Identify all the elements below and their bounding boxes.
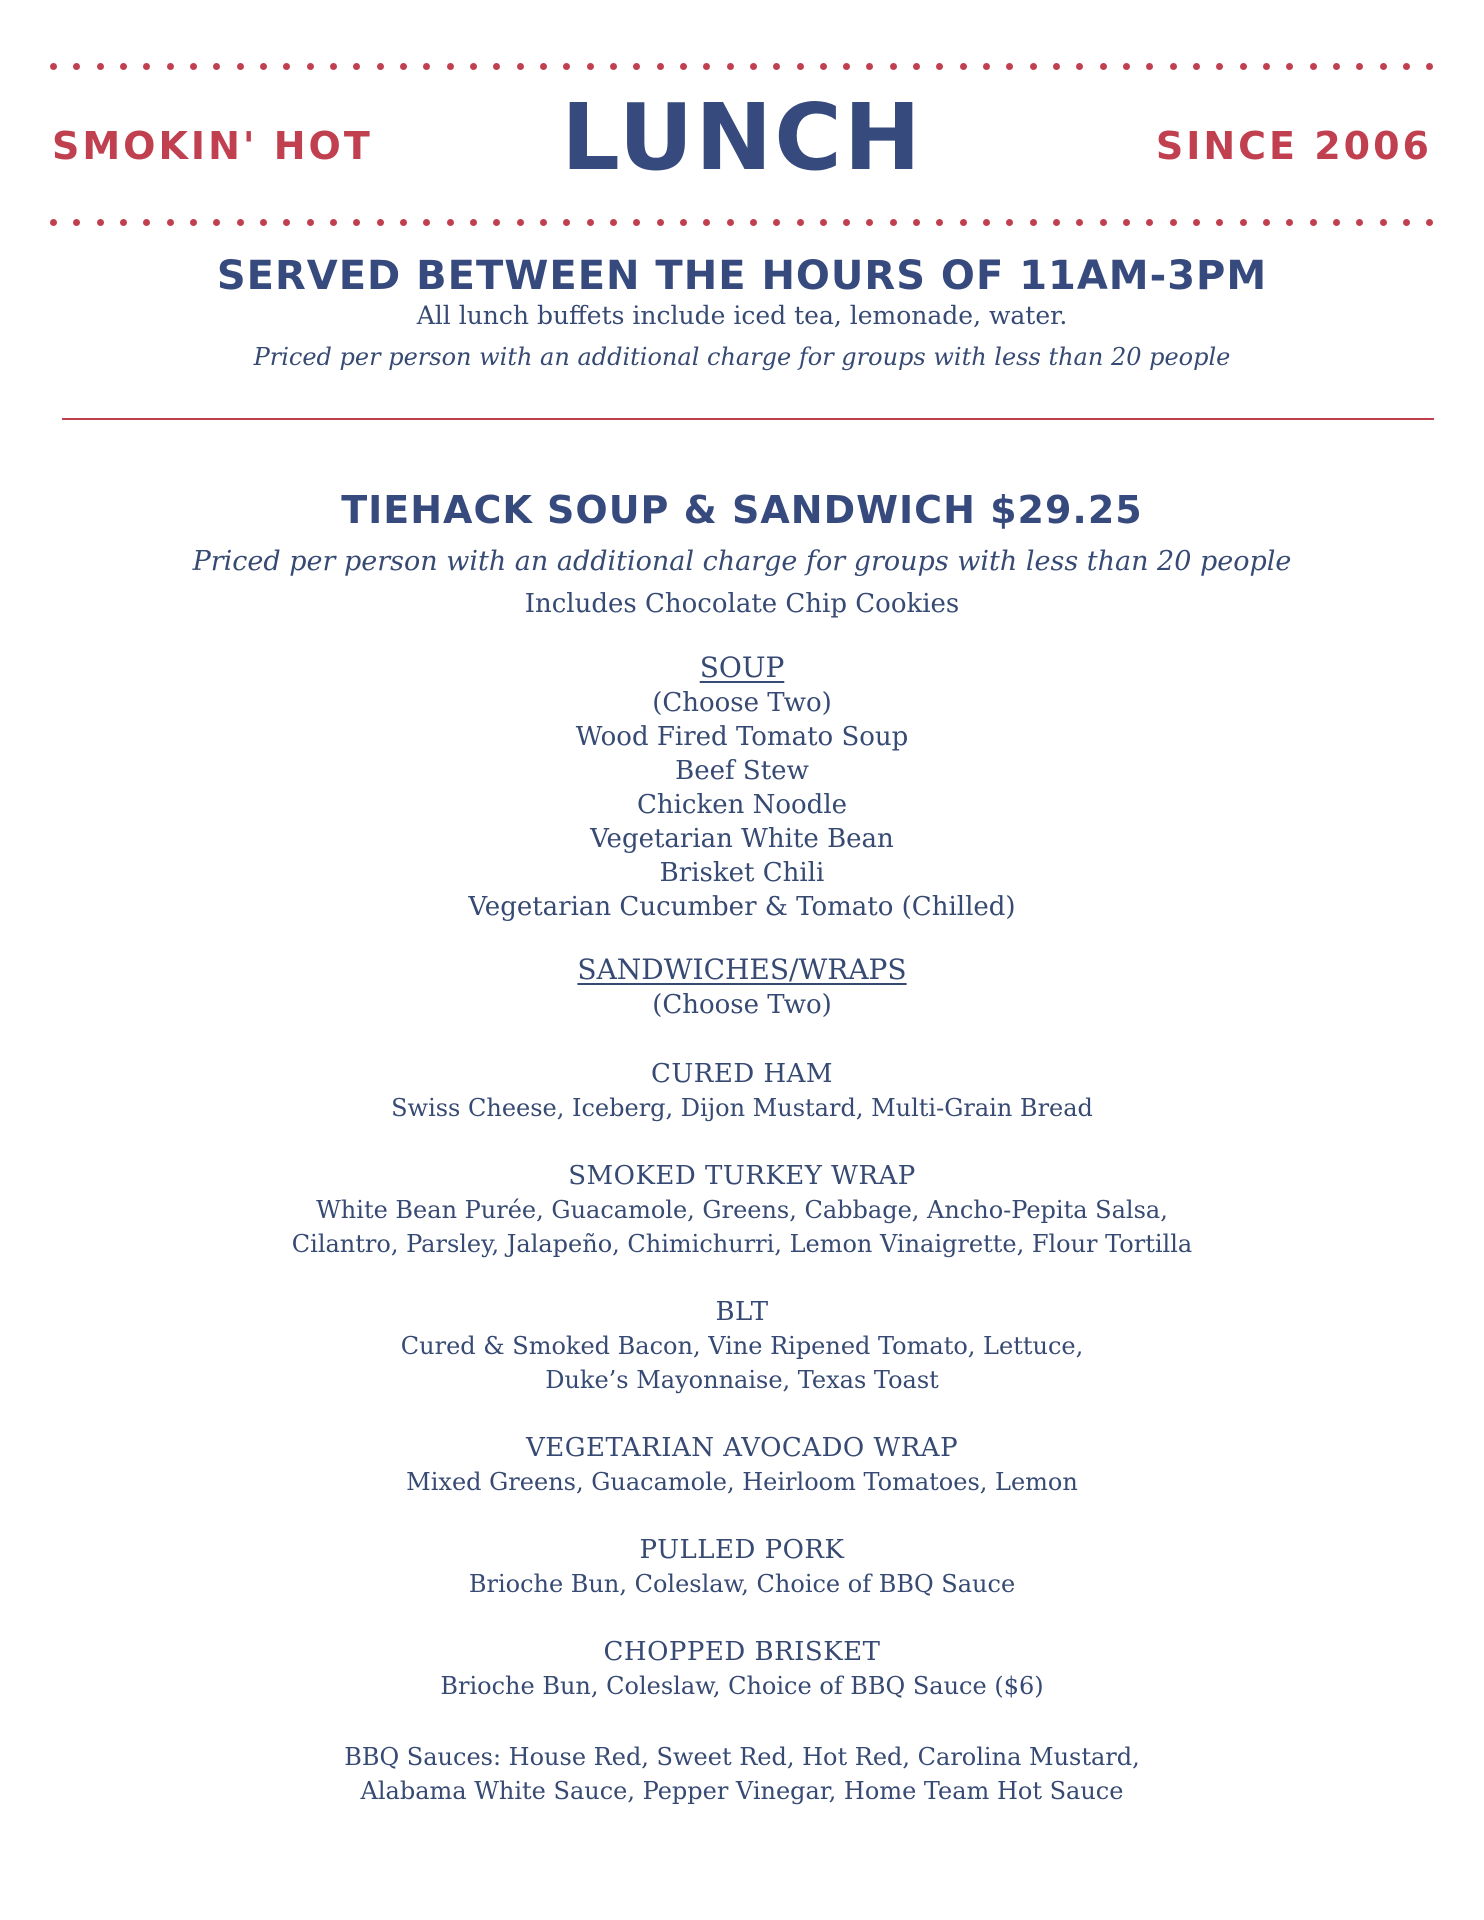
- decorative-dot: [633, 219, 640, 226]
- decorative-dot: [587, 63, 594, 70]
- sandwiches-choose-note: (Choose Two): [652, 990, 832, 1020]
- decorative-dot: [960, 219, 967, 226]
- decorative-dot: [1193, 219, 1200, 226]
- decorative-dot: [843, 219, 850, 226]
- menu-item: [0, 1431, 1484, 1499]
- decorative-dot: [377, 219, 384, 226]
- decorative-dot: [190, 63, 197, 70]
- menu-item-desc: Brioche Bun, Coleslaw, Choice of BBQ Sauce ($6): [440, 1672, 1044, 1700]
- decorative-dot: [400, 219, 407, 226]
- decorative-dot: [377, 63, 384, 70]
- decorative-dot: [563, 63, 570, 70]
- decorative-dot: [237, 219, 244, 226]
- decorative-dot: [213, 63, 220, 70]
- decorative-dot: [1286, 63, 1293, 70]
- decorative-dot: [703, 219, 710, 226]
- decorative-dot: [843, 63, 850, 70]
- decorative-dot: [260, 63, 267, 70]
- soup-item: Chicken Noodle: [636, 790, 848, 820]
- decorative-dot: [727, 219, 734, 226]
- decorative-dot: [1356, 63, 1363, 70]
- decorative-dot: [936, 219, 943, 226]
- decorative-dot: [1053, 219, 1060, 226]
- decorative-dot: [680, 219, 687, 226]
- decorative-dot: [1006, 63, 1013, 70]
- package-title: TIEHACK SOUP & SANDWICH $29.25: [341, 488, 1143, 532]
- menu-item: [0, 1295, 1484, 1397]
- decorative-dot: [1333, 63, 1340, 70]
- header-right-tag: SINCE 2006: [1155, 124, 1432, 168]
- decorative-dot: [797, 219, 804, 226]
- decorative-dot: [727, 63, 734, 70]
- decorative-dot: [890, 63, 897, 70]
- menu-item-name: CHOPPED BRISKET: [603, 1637, 881, 1667]
- decorative-dot: [820, 219, 827, 226]
- menu-item-desc: Duke’s Mayonnaise, Texas Toast: [545, 1366, 939, 1394]
- package-note: Priced per person with an additional charge for groups with less than 20 people: [192, 546, 1292, 577]
- decorative-dot: [97, 63, 104, 70]
- decorative-dot: [1240, 63, 1247, 70]
- decorative-dot: [1263, 219, 1270, 226]
- decorative-dot: [773, 63, 780, 70]
- decorative-dot: [960, 63, 967, 70]
- decorative-dot: [1403, 63, 1410, 70]
- page-title: LUNCH: [561, 84, 923, 191]
- decorative-dot: [97, 219, 104, 226]
- soup-item: Vegetarian Cucumber & Tomato (Chilled): [468, 892, 1016, 922]
- decorative-dot: [983, 219, 990, 226]
- soup-item: Wood Fired Tomato Soup: [575, 722, 909, 752]
- decorative-dot: [260, 219, 267, 226]
- header-left-tag: SMOKIN' HOT: [52, 124, 373, 168]
- decorative-dot: [1170, 63, 1177, 70]
- decorative-dot: [307, 219, 314, 226]
- sauces-line: Alabama White Sauce, Pepper Vinegar, Home Team Hot Sauce: [360, 1777, 1124, 1805]
- decorative-dot: [1380, 63, 1387, 70]
- decorative-dot: [866, 219, 873, 226]
- decorative-dot: [1123, 63, 1130, 70]
- decorative-dot: [1146, 219, 1153, 226]
- decorative-dot: [1380, 219, 1387, 226]
- decorative-dot: [797, 63, 804, 70]
- decorative-dot: [283, 219, 290, 226]
- hours-subtitle: All lunch buffets include iced tea, lemonade, water.: [416, 301, 1068, 330]
- soup-section: [0, 650, 1484, 924]
- decorative-dot: [750, 219, 757, 226]
- decorative-dot: [167, 219, 174, 226]
- menu-item-desc: Swiss Cheese, Iceberg, Dijon Mustard, Multi-Grain Bread: [391, 1094, 1093, 1122]
- decorative-dot: [1030, 219, 1037, 226]
- decorative-dot: [1076, 63, 1083, 70]
- decorative-dot: [423, 63, 430, 70]
- decorative-dot: [167, 63, 174, 70]
- decorative-dot: [563, 219, 570, 226]
- menu-item: [0, 1635, 1484, 1703]
- decorative-dot: [866, 63, 873, 70]
- decorative-dot: [633, 63, 640, 70]
- decorative-dot: [143, 219, 150, 226]
- decorative-dot: [1403, 219, 1410, 226]
- decorative-dot: [1310, 219, 1317, 226]
- decorative-dot: [913, 63, 920, 70]
- sandwiches-heading: SANDWICHES/WRAPS: [577, 953, 907, 986]
- decorative-dot: [1076, 219, 1083, 226]
- decorative-dot: [1146, 63, 1153, 70]
- decorative-dot: [610, 63, 617, 70]
- decorative-dot: [1263, 63, 1270, 70]
- dotted-rule-top: [50, 62, 1434, 70]
- sauces-line: BBQ Sauces: House Red, Sweet Red, Hot Red, Carolina Mustard,: [344, 1743, 1140, 1771]
- decorative-dot: [143, 63, 150, 70]
- decorative-dot: [330, 219, 337, 226]
- decorative-dot: [283, 63, 290, 70]
- decorative-dot: [1310, 63, 1317, 70]
- hours-note: Priced per person with an additional charge for groups with less than 20 people: [253, 343, 1231, 371]
- decorative-dot: [1426, 63, 1433, 70]
- decorative-dot: [190, 219, 197, 226]
- decorative-dot: [773, 219, 780, 226]
- decorative-dot: [540, 219, 547, 226]
- decorative-dot: [470, 219, 477, 226]
- section-divider: [62, 418, 1434, 420]
- decorative-dot: [1100, 63, 1107, 70]
- decorative-dot: [1286, 219, 1293, 226]
- decorative-dot: [307, 63, 314, 70]
- decorative-dot: [750, 63, 757, 70]
- decorative-dot: [1193, 63, 1200, 70]
- decorative-dot: [73, 219, 80, 226]
- soup-item: Beef Stew: [675, 756, 809, 786]
- decorative-dot: [610, 219, 617, 226]
- decorative-dot: [517, 63, 524, 70]
- menu-item-desc: Brioche Bun, Coleslaw, Choice of BBQ Sauce: [468, 1570, 1016, 1598]
- dotted-rule-bottom: [50, 218, 1434, 226]
- decorative-dot: [983, 63, 990, 70]
- decorative-dot: [400, 63, 407, 70]
- decorative-dot: [237, 63, 244, 70]
- decorative-dot: [1123, 219, 1130, 226]
- decorative-dot: [1170, 219, 1177, 226]
- menu-item-name: BLT: [715, 1297, 769, 1327]
- soup-choose-note: (Choose Two): [652, 688, 832, 718]
- menu-item: [0, 1159, 1484, 1261]
- package-includes: Includes Chocolate Chip Cookies: [524, 589, 960, 619]
- decorative-dot: [1356, 219, 1363, 226]
- decorative-dot: [447, 63, 454, 70]
- menu-item-desc: White Bean Purée, Guacamole, Greens, Cabbage, Ancho-Pepita Salsa,: [316, 1196, 1168, 1224]
- hours-heading: SERVED BETWEEN THE HOURS OF 11AM-3PM: [216, 253, 1268, 299]
- decorative-dot: [423, 219, 430, 226]
- decorative-dot: [540, 63, 547, 70]
- soup-heading: SOUP: [699, 651, 785, 684]
- decorative-dot: [353, 219, 360, 226]
- decorative-dot: [657, 63, 664, 70]
- decorative-dot: [680, 63, 687, 70]
- menu-item-name: CURED HAM: [650, 1059, 834, 1089]
- soup-item: Brisket Chili: [659, 858, 825, 888]
- menu-item-desc: Mixed Greens, Guacamole, Heirloom Tomatoes, Lemon: [406, 1468, 1078, 1496]
- decorative-dot: [703, 63, 710, 70]
- menu-item-name: VEGETARIAN AVOCADO WRAP: [525, 1433, 959, 1463]
- decorative-dot: [493, 219, 500, 226]
- decorative-dot: [1006, 219, 1013, 226]
- decorative-dot: [1030, 63, 1037, 70]
- menu-item: [0, 1533, 1484, 1601]
- decorative-dot: [447, 219, 454, 226]
- decorative-dot: [820, 63, 827, 70]
- decorative-dot: [1100, 219, 1107, 226]
- decorative-dot: [890, 219, 897, 226]
- decorative-dot: [353, 63, 360, 70]
- decorative-dot: [470, 63, 477, 70]
- decorative-dot: [493, 63, 500, 70]
- decorative-dot: [936, 63, 943, 70]
- decorative-dot: [50, 63, 57, 70]
- decorative-dot: [73, 63, 80, 70]
- decorative-dot: [657, 219, 664, 226]
- menu-item-desc: Cured & Smoked Bacon, Vine Ripened Tomato, Lettuce,: [400, 1332, 1084, 1360]
- menu-item: [0, 1057, 1484, 1125]
- decorative-dot: [213, 219, 220, 226]
- decorative-dot: [50, 219, 57, 226]
- decorative-dot: [913, 219, 920, 226]
- decorative-dot: [1216, 219, 1223, 226]
- decorative-dot: [1426, 219, 1433, 226]
- decorative-dot: [120, 63, 127, 70]
- decorative-dot: [587, 219, 594, 226]
- decorative-dot: [1053, 63, 1060, 70]
- decorative-dot: [1333, 219, 1340, 226]
- bbq-sauces-note: [0, 1740, 1484, 1808]
- menu-item-name: SMOKED TURKEY WRAP: [568, 1161, 916, 1191]
- decorative-dot: [517, 219, 524, 226]
- soup-item: Vegetarian White Bean: [590, 824, 894, 854]
- decorative-dot: [330, 63, 337, 70]
- menu-item-name: PULLED PORK: [639, 1535, 845, 1565]
- decorative-dot: [1240, 219, 1247, 226]
- decorative-dot: [120, 219, 127, 226]
- sandwiches-section-heading: [0, 952, 1484, 1022]
- menu-item-desc: Cilantro, Parsley, Jalapeño, Chimichurri, Lemon Vinaigrette, Flour Tortilla: [291, 1230, 1193, 1258]
- decorative-dot: [1216, 63, 1223, 70]
